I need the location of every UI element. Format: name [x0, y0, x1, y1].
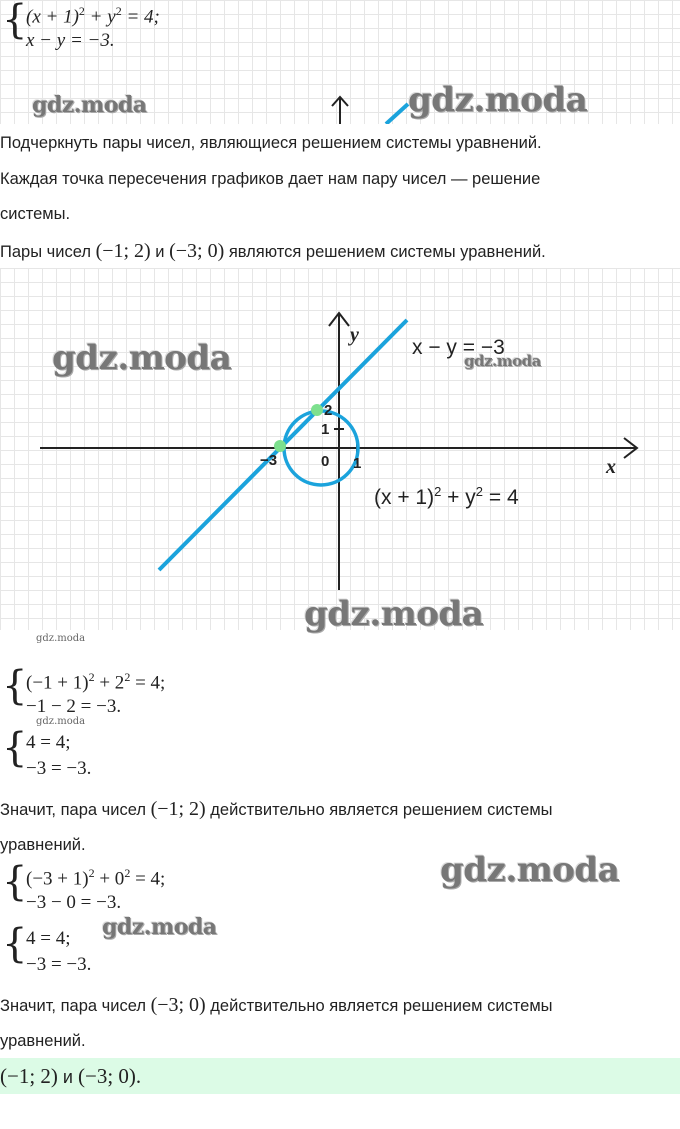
system-brace: {: [2, 725, 28, 771]
answer-box: [0, 1058, 680, 1094]
check1-equation-3: 4 = 4;: [26, 732, 71, 753]
watermark: gdz.moda: [36, 716, 86, 727]
check2-equation-2: −3 − 0 = −3.: [26, 892, 122, 913]
watermark: gdz.moda: [440, 850, 620, 890]
explanation-text: системы.: [0, 205, 71, 223]
circle-equation-label: $(x + 1)^2 + y^2 = 4$: [374, 484, 519, 509]
explanation-text: Каждая точка пересечения графиков дает нам пару чисел — решение: [0, 170, 541, 188]
solution-statement: Пары чисел (−1; 2) и (−3; 0) являются решением системы уравнений.: [0, 240, 546, 262]
watermark: gdz.moda: [102, 914, 217, 940]
top-equation-2: x − y = −3.: [26, 30, 115, 51]
check1-equation-4: −3 = −3.: [26, 758, 92, 779]
system-brace: {: [2, 859, 28, 905]
check2-equation-4: −3 = −3.: [26, 954, 92, 975]
top-equation-1: $(x + 1)^2 + y^2 = 4$;: [26, 4, 160, 28]
graph: [0, 268, 680, 630]
watermark: gdz.moda: [36, 633, 86, 644]
check1-conclusion-end: уравнений.: [0, 836, 86, 854]
watermark: gdz.moda: [304, 594, 484, 634]
tick-label-1y: 1: [321, 421, 330, 438]
watermark: gdz.moda: [32, 92, 147, 118]
watermark: gdz.moda: [52, 338, 232, 378]
line-equation-label: x − y = −3: [412, 336, 505, 359]
check1-equation-2: −1 − 2 = −3.: [26, 696, 122, 717]
check2-conclusion: Значит, пара чисел (−3; 0) действительно является решением системы: [0, 994, 553, 1016]
intersection-point: [274, 440, 286, 452]
watermark: gdz.moda: [464, 352, 541, 370]
tick-label-0: 0: [321, 453, 330, 470]
intersection-point: [311, 404, 323, 416]
system-brace: {: [2, 0, 28, 43]
check2-conclusion-end: уравнений.: [0, 1032, 86, 1050]
tick-label-2y: 2: [324, 402, 333, 419]
top-graph-fragment: [320, 94, 420, 124]
system-brace: {: [2, 921, 28, 967]
x-axis-label: x: [606, 456, 616, 478]
y-axis-label: y: [350, 324, 359, 346]
check2-equation-1: $(-3 + 1)^2 + 0^2 = 4$;: [26, 866, 166, 890]
check2-equation-3: 4 = 4;: [26, 928, 71, 949]
watermark: gdz.moda: [408, 80, 588, 120]
check1-equation-1: $(-1 + 1)^2 + 2^2 = 4$;: [26, 670, 166, 694]
check1-conclusion: Значит, пара чисел (−1; 2) действительно является решением системы: [0, 798, 553, 820]
system-brace: {: [2, 663, 28, 709]
tick-label-1x: 1: [353, 455, 362, 472]
answer-text: (−1; 2) и (−3; 0).: [0, 1064, 142, 1088]
instruction-text: Подчеркнуть пары чисел, являющиеся решением системы уравнений.: [0, 134, 542, 152]
tick-label-neg3: −3: [260, 452, 278, 469]
